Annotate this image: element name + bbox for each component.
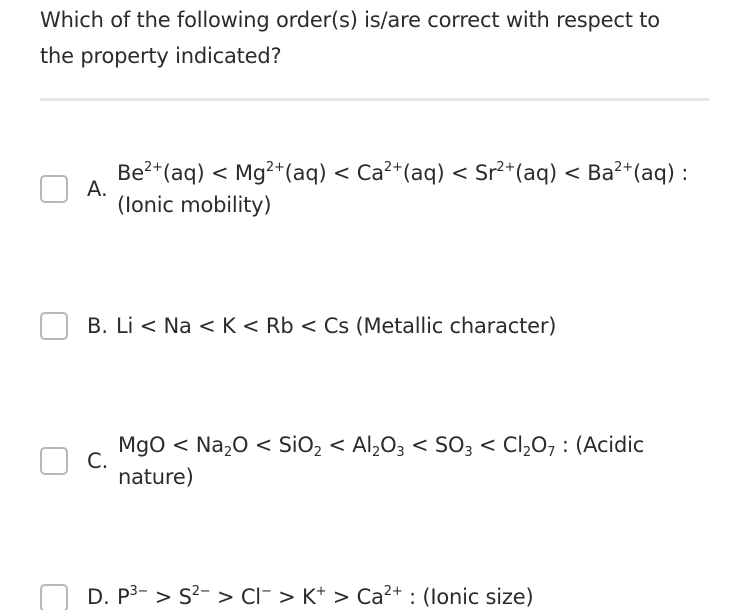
- option-c[interactable]: [40, 430, 710, 494]
- question-line-2: the property indicated?: [40, 44, 282, 68]
- option-a-letter: A.: [87, 177, 108, 201]
- option-d-checkbox[interactable]: [40, 584, 68, 610]
- question-line-1: Which of the following order(s) is/are correct with respect to: [40, 8, 660, 32]
- option-c-line-2: nature): [118, 465, 194, 489]
- option-a-line-2: (Ionic mobility): [117, 193, 272, 217]
- option-d[interactable]: [40, 580, 710, 610]
- option-c-line-1: MgO < $Na_2O < SiO_2 < Al_2O_3 < SO_3 < Cl_2O_7$ : (Acidic: [118, 433, 645, 460]
- option-a-text: [117, 157, 688, 221]
- option-c-letter: C.: [87, 449, 109, 473]
- option-b[interactable]: [40, 310, 710, 344]
- option-d-letter: D.: [87, 585, 110, 609]
- option-b-checkbox[interactable]: [40, 312, 68, 340]
- option-c-checkbox[interactable]: [40, 447, 68, 475]
- option-a-line-1: $Be^{2+}(aq) < Mg^{2+}(aq) < Ca^{2+}(aq) < Sr^{2+}(aq) < Ba^{2+}(aq)$ :: [117, 160, 689, 185]
- option-a[interactable]: [40, 160, 710, 224]
- question-text: [40, 2, 720, 74]
- option-a-checkbox[interactable]: [40, 175, 68, 203]
- divider: [40, 98, 710, 101]
- option-b-letter: B.: [87, 314, 109, 338]
- option-c-text: [118, 429, 644, 493]
- option-d-text: $P^{3-} > S^{2-} > Cl^- > K^+ > Ca^{2+}$ : (Ionic size): [117, 584, 534, 609]
- option-b-text: Li < Na < K < Rb < Cs (Metallic character): [116, 314, 557, 338]
